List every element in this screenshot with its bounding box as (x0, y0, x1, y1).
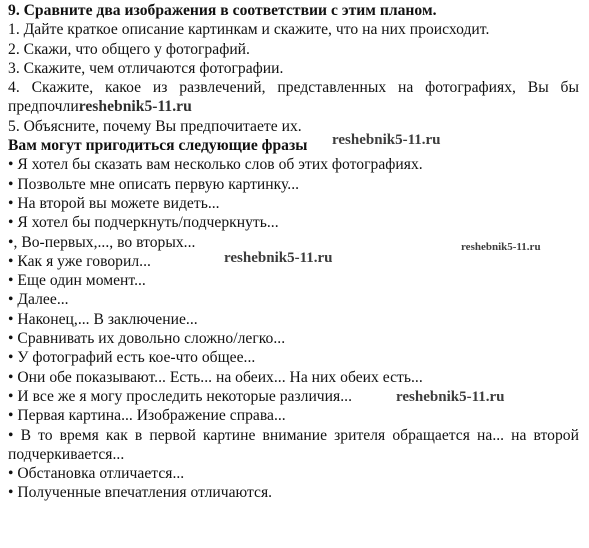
watermark-overlay-3: reshebnik5-11.ru (461, 241, 541, 253)
phrase-item-7: • Еще один момент... (8, 272, 146, 290)
document-page (8, 1, 579, 503)
watermark-inline: reshebnik5-11.ru (78, 98, 192, 116)
phrase-item-9: • Наконец,... В заключение... (8, 310, 198, 328)
watermark-overlay-4: reshebnik5-11.ru (396, 389, 505, 405)
watermark-overlay-1: reshebnik5-11.ru (332, 132, 441, 148)
plan-item-1: 1. Дайте краткое описание картинкам и скажите, что на них происходит. (8, 21, 490, 39)
phrase-item-3: • На второй вы можете видеть... (8, 194, 220, 212)
phrase-item-5: •, Во-первых,..., во вторых... (8, 233, 196, 251)
phrase-item-16: • Обстановка отличается... (8, 465, 185, 483)
plan-item-3: 3. Скажите, чем отличаются фотографии. (8, 59, 284, 77)
phrase-item-13: • И все же я могу проследить некоторые различия... (8, 387, 352, 405)
phrase-item-2: • Позвольте мне описать первую картинку... (8, 175, 300, 193)
phrase-item-6: • Как я уже говорил... (8, 252, 151, 270)
task-heading: 9. Сравните два изображения в соответствии с этим планом. (8, 2, 437, 19)
plan-item-4-text: 4. Скажите, какое из развлечений, представленных на фотографиях, Вы бы предпочли (8, 79, 579, 116)
phrase-item-1: • Я хотел бы сказать вам несколько слов об этих фотографиях. (8, 156, 423, 174)
phrase-item-17: • Полученные впечатления отличаются. (8, 484, 273, 502)
phrase-item-4: • Я хотел бы подчеркнуть/подчеркнуть... (8, 214, 279, 232)
phrase-item-12: • Они обе показывают... Есть... на обеих... На них обеих есть... (8, 368, 423, 386)
phrase-item-15: • В то время как в первой картине внимание зрителя обращается на... на второй подчеркивается... (8, 426, 579, 463)
plan-item-2: 2. Скажи, что общего у фотографий. (8, 40, 250, 58)
plan-item-4 (8, 78, 579, 117)
phrase-item-14: • Первая картина... Изображение справа... (8, 407, 286, 425)
phrases-heading: Вам могут пригодиться следующие фразы (8, 137, 308, 155)
watermark-overlay-2: reshebnik5-11.ru (224, 250, 333, 266)
phrase-item-10: • Сравнивать их довольно сложно/легко... (8, 330, 286, 348)
plan-item-5: 5. Объясните, почему Вы предпочитаете их. (8, 117, 302, 135)
phrase-item-8: • Далее... (8, 291, 69, 309)
phrase-item-11: • У фотографий есть кое-что общее... (8, 349, 256, 367)
